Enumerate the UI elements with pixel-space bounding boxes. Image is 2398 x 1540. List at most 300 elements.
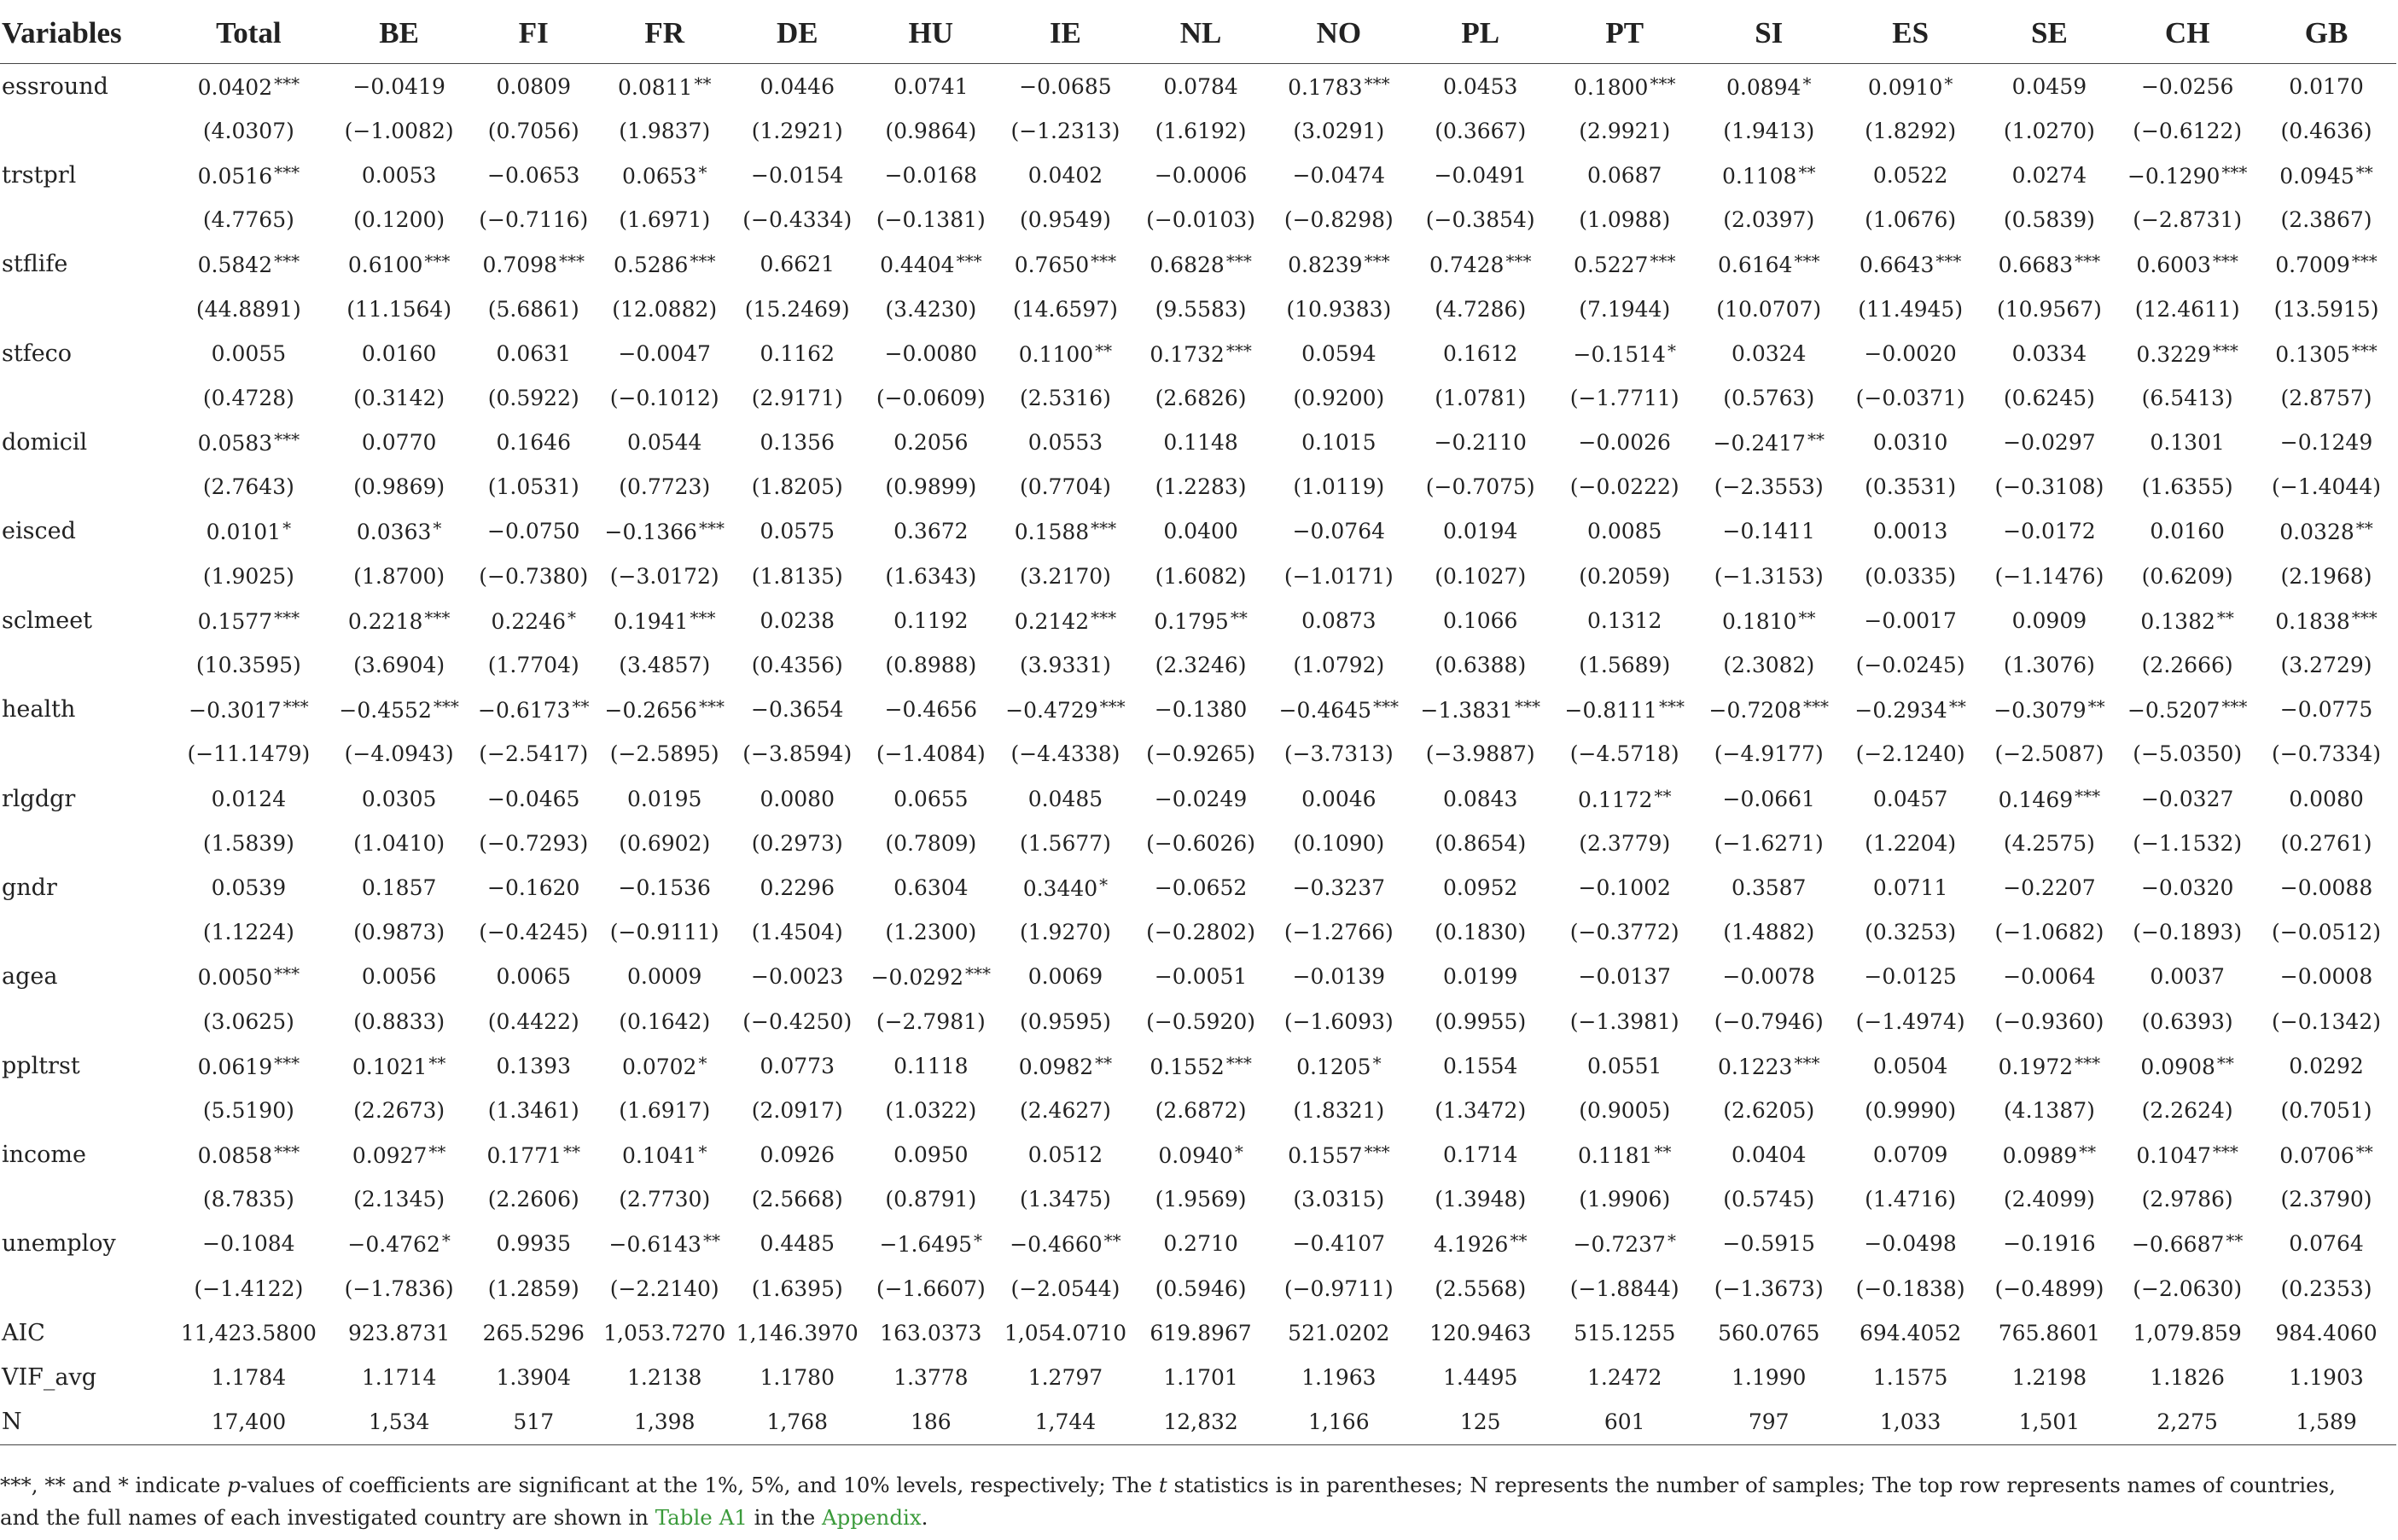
table-cell: (1.2859): [487, 1276, 579, 1301]
table-cell: −0.1536: [618, 875, 711, 900]
coefficient-value: 0.5227: [1573, 253, 1649, 278]
table-cell: (0.1830): [1435, 920, 1527, 945]
table-cell: (0.4728): [202, 385, 294, 410]
table-cell: [2256, 598, 2396, 642]
table-cell: 0.0199: [1442, 964, 1518, 990]
significance-stars: ***: [274, 429, 300, 450]
table-cell: (3.0625): [202, 1008, 294, 1034]
table-cell: (44.8891): [195, 296, 301, 322]
significance-stars: ***: [2221, 161, 2248, 183]
table-cell: (0.7051): [2280, 1097, 2372, 1123]
table-cell: (2.3082): [1723, 653, 1815, 678]
significance-stars: **: [1654, 1142, 1672, 1163]
table-cell: [168, 598, 329, 642]
table-cell: (3.2729): [2280, 653, 2372, 678]
table-cell: (1.9906): [1579, 1187, 1671, 1212]
table-cell: (2.5668): [751, 1187, 843, 1212]
table-cell: (2.1345): [353, 1187, 445, 1212]
table-cell: 0.0553: [1027, 430, 1103, 456]
table-cell: (0.2353): [2280, 1276, 2372, 1301]
table-a1-link[interactable]: Table A1: [655, 1505, 748, 1530]
significance-stars: ***: [433, 696, 459, 718]
table-cell: [2256, 242, 2396, 287]
significance-stars: **: [1798, 607, 1816, 628]
coefficient-value: −0.1514: [1573, 341, 1666, 367]
table-cell: −0.0498: [1864, 1231, 1957, 1257]
coefficient-value: −0.0292: [870, 965, 964, 991]
significance-stars: ***: [274, 73, 300, 94]
table-cell: 1.2797: [1027, 1365, 1103, 1391]
table-cell: (−1.3981): [1569, 1008, 1679, 1034]
table-cell: (−0.7116): [479, 207, 589, 233]
table-cell: 515.1255: [1574, 1320, 1676, 1345]
table-cell: −0.1411: [1722, 519, 1815, 544]
table-cell: (2.7730): [619, 1187, 711, 1212]
table-cell: 0.6304: [893, 875, 969, 900]
table-cell: 0.3587: [1731, 875, 1807, 900]
table-cell: [1409, 688, 1552, 732]
significance-stars: ***: [2075, 1052, 2101, 1073]
table-cell: (−0.1342): [2272, 1008, 2381, 1034]
table-cell: −0.1620: [487, 875, 580, 900]
table-cell: (7.1944): [1579, 296, 1671, 322]
table-cell: −0.0023: [751, 964, 844, 990]
table-cell: −0.0465: [487, 786, 580, 811]
significance-stars: ***: [559, 251, 585, 272]
table-cell: 1.1903: [2289, 1365, 2364, 1391]
coefficient-value: −0.2934: [1854, 698, 1947, 724]
coefficient-value: 0.3229: [2136, 341, 2211, 367]
coefficient-value: 0.1795: [1154, 608, 1229, 634]
table-cell: 560.0765: [1718, 1320, 1820, 1345]
table-cell: 0.1714: [1442, 1142, 1518, 1168]
coefficient-value: 0.0516: [197, 163, 273, 189]
table-cell: 125: [1409, 1400, 1552, 1445]
table-cell: (8.7835): [202, 1187, 294, 1212]
table-cell: −0.0051: [1154, 964, 1248, 990]
coefficient-value: 0.0858: [197, 1143, 273, 1169]
table-cell: 0.1857: [361, 875, 437, 900]
table-cell: (15.2469): [744, 296, 850, 322]
coefficient-value: 0.1941: [613, 608, 689, 634]
table-cell: 0.1066: [1442, 607, 1518, 633]
table-cell: [2256, 509, 2396, 554]
table-cell: −0.0652: [1154, 875, 1248, 900]
table-cell: (−0.5920): [1146, 1008, 1256, 1034]
table-cell: (1.0792): [1293, 653, 1385, 678]
table-cell: −0.0017: [1864, 607, 1957, 633]
significance-stars: ***: [2212, 1142, 2238, 1163]
table-cell: (2.0397): [1723, 207, 1815, 233]
table-cell: [998, 242, 1133, 287]
table-cell: 0.0764: [2289, 1231, 2364, 1257]
table-cell: −0.0047: [618, 340, 711, 366]
table-row: [0, 1310, 2396, 1355]
table-cell: [1552, 776, 1697, 821]
table-cell: (5.6861): [487, 296, 579, 322]
table-cell: 1.4495: [1442, 1365, 1518, 1391]
table-cell: 0.0512: [1027, 1142, 1103, 1168]
coefficient-value: −0.2656: [604, 698, 697, 724]
significance-stars: ***: [1364, 1142, 1390, 1163]
significance-stars: *: [1372, 1052, 1382, 1073]
table-cell: [2118, 1133, 2256, 1177]
table-cell: 0.1646: [496, 430, 571, 456]
significance-stars: ***: [2075, 785, 2101, 806]
significance-stars: **: [2079, 1142, 2097, 1163]
table-cell: 0.1393: [496, 1053, 571, 1078]
table-cell: 1.1575: [1872, 1365, 1948, 1391]
table-cell: 1,054.0710: [1004, 1320, 1126, 1345]
table-cell: (2.3246): [1155, 653, 1247, 678]
footnote-p-italic: p: [227, 1473, 241, 1497]
table-cell: −0.0006: [1154, 162, 1248, 188]
table-cell: 0.0334: [2011, 340, 2087, 366]
table-cell: 0.0238: [760, 607, 835, 633]
table-cell: (4.1387): [2003, 1097, 2095, 1123]
significance-stars: ***: [956, 251, 982, 272]
table-cell: −0.0474: [1292, 162, 1386, 188]
table-cell: −0.0775: [2279, 697, 2373, 723]
table-cell: 0.0809: [496, 73, 571, 99]
significance-stars: **: [2355, 518, 2373, 539]
table-cell: (−2.0544): [1010, 1276, 1120, 1301]
table-cell: −0.0154: [751, 162, 844, 188]
coefficient-value: 0.7098: [482, 253, 557, 278]
significance-stars: **: [563, 1142, 580, 1163]
table-row: [0, 776, 2396, 821]
coefficient-value: 0.1552: [1150, 1054, 1225, 1079]
table-cell: [998, 598, 1133, 642]
coefficient-value: 0.0328: [2279, 520, 2354, 545]
table-cell: 1.1963: [1301, 1365, 1377, 1391]
column-header-pt: PT: [1552, 3, 1697, 64]
table-cell: 0.2296: [760, 875, 835, 900]
table-cell: (2.2624): [2141, 1097, 2233, 1123]
table-row: [0, 1222, 2396, 1266]
table-cell: (−0.1893): [2133, 920, 2243, 945]
coefficient-value: 0.1732: [1150, 341, 1225, 367]
table-cell: (−2.2140): [609, 1276, 719, 1301]
table-cell: [168, 509, 329, 554]
coefficient-value: 0.5842: [197, 253, 273, 278]
table-cell: [1269, 242, 1409, 287]
table-cell: (−1.3153): [1714, 563, 1824, 589]
table-cell: 1.1780: [760, 1365, 835, 1391]
table-cell: (0.9864): [885, 118, 977, 143]
row-label: trstprl: [2, 161, 77, 189]
table-cell: (10.0707): [1716, 296, 1822, 322]
table-cell: [168, 421, 329, 465]
table-cell: [168, 688, 329, 732]
table-cell: [2256, 153, 2396, 197]
table-cell: (0.3667): [1435, 118, 1527, 143]
table-cell: (0.8988): [885, 653, 977, 678]
table-cell: (0.8833): [353, 1008, 445, 1034]
table-cell: (−0.0512): [2272, 920, 2381, 945]
table-cell: (−0.0371): [1855, 385, 1965, 410]
table-cell: 0.0843: [1442, 786, 1518, 811]
table-cell: (−1.1476): [1994, 563, 2104, 589]
table-cell: [1132, 331, 1269, 375]
significance-stars: **: [1510, 1230, 1528, 1252]
table-cell: (1.9569): [1155, 1187, 1247, 1212]
table-cell: (0.9595): [1019, 1008, 1111, 1034]
table-cell: [2256, 331, 2396, 375]
table-cell: 0.6621: [760, 252, 835, 277]
table-cell: 1,398: [598, 1400, 731, 1445]
coefficient-value: 0.1800: [1573, 74, 1649, 100]
coefficient-value: 0.6643: [1859, 253, 1935, 278]
significance-stars: ***: [2075, 251, 2101, 272]
row-label: [0, 999, 168, 1043]
table-cell: −0.0327: [2140, 786, 2234, 811]
table-row: [0, 865, 2396, 909]
row-label: AIC: [2, 1319, 45, 1346]
table-cell: 0.0551: [1586, 1053, 1662, 1078]
table-cell: 0.0085: [1586, 519, 1662, 544]
table-cell: 0.0485: [1027, 786, 1103, 811]
table-cell: (−3.0172): [609, 563, 719, 589]
table-cell: (2.6826): [1155, 385, 1247, 410]
table-cell: (−1.6093): [1283, 1008, 1394, 1034]
table-cell: (−5.0350): [2133, 741, 2243, 767]
table-cell: 0.0310: [1872, 430, 1948, 456]
table-cell: −0.2207: [2003, 875, 2096, 900]
row-label: N: [0, 1400, 168, 1445]
table-row: [0, 1088, 2396, 1132]
row-label: health: [2, 696, 76, 724]
table-cell: 0.0402: [1027, 162, 1103, 188]
coefficient-value: 0.1469: [1998, 787, 2074, 812]
table-cell: (−2.8731): [2133, 207, 2243, 233]
coefficient-value: 0.1783: [1288, 74, 1363, 100]
significance-stars: ***: [1225, 251, 1252, 272]
table-cell: (2.4627): [1019, 1097, 1111, 1123]
table-cell: (2.9786): [2141, 1187, 2233, 1212]
row-label: [0, 465, 168, 509]
significance-stars: *: [433, 518, 442, 539]
coefficient-value: 0.0706: [2279, 1143, 2354, 1169]
coefficient-value: 0.1972: [1998, 1054, 2074, 1079]
table-cell: −0.1002: [1578, 875, 1671, 900]
row-label: domicil: [2, 429, 88, 456]
significance-stars: ***: [274, 607, 300, 628]
table-cell: (1.0531): [487, 474, 579, 500]
table-cell: (1.7704): [487, 653, 579, 678]
table-cell: (−3.9887): [1425, 741, 1535, 767]
table-cell: (3.6904): [353, 653, 445, 678]
table-cell: [998, 688, 1133, 732]
coefficient-value: −0.5207: [2127, 698, 2220, 724]
coefficient-value: 0.1810: [1721, 608, 1797, 634]
table-cell: (0.9869): [353, 474, 445, 500]
table-cell: −0.0764: [1292, 519, 1386, 544]
table-cell: 0.0655: [893, 786, 969, 811]
column-header-gb: GB: [2256, 3, 2396, 64]
coefficient-value: 0.6828: [1150, 253, 1225, 278]
table-cell: (0.9005): [1579, 1097, 1671, 1123]
significance-stars: ***: [690, 607, 716, 628]
table-cell: −0.0008: [2279, 964, 2373, 990]
table-cell: (1.5677): [1019, 830, 1111, 856]
table-row: [0, 999, 2396, 1043]
table-cell: −0.4656: [884, 697, 978, 723]
table-cell: (1.2921): [751, 118, 843, 143]
table-cell: [1269, 1133, 1409, 1177]
table-cell: (0.7056): [487, 118, 579, 143]
table-cell: 984.4060: [2275, 1320, 2378, 1345]
table-cell: (1.3461): [487, 1097, 579, 1123]
table-cell: 601: [1552, 1400, 1697, 1445]
table-cell: (−1.7836): [344, 1276, 454, 1301]
table-cell: 0.0080: [760, 786, 835, 811]
coefficient-value: 0.6100: [347, 253, 423, 278]
table-cell: [598, 1043, 731, 1088]
table-cell: (1.4716): [1865, 1187, 1957, 1212]
row-label: [0, 1088, 168, 1132]
table-cell: (1.8135): [751, 563, 843, 589]
table-cell: 0.0770: [361, 430, 437, 456]
table-cell: −0.0249: [1154, 786, 1248, 811]
table-cell: (1.6971): [619, 207, 711, 233]
table-cell: (−2.0630): [2133, 1276, 2243, 1301]
table-cell: (1.4504): [751, 920, 843, 945]
coefficient-value: 0.1577: [197, 608, 273, 634]
coefficient-value: 0.0402: [197, 74, 273, 100]
row-label: ppltrst: [2, 1052, 80, 1079]
table-row: [0, 1266, 2396, 1310]
table-cell: (−0.6122): [2133, 118, 2243, 143]
table-cell: (1.0676): [1865, 207, 1957, 233]
significance-stars: ***: [282, 696, 309, 718]
table-cell: (−1.0171): [1283, 563, 1394, 589]
significance-stars: ***: [1364, 73, 1390, 94]
table-cell: (0.6388): [1435, 653, 1527, 678]
table-cell: (−0.1012): [609, 385, 719, 410]
table-cell: 1.1714: [361, 1365, 437, 1391]
table-cell: 186: [864, 1400, 998, 1445]
table-cell: (2.6872): [1155, 1097, 1247, 1123]
table-cell: (11.1564): [346, 296, 452, 322]
table-cell: 0.0539: [211, 875, 287, 900]
table-cell: −0.0020: [1864, 340, 1957, 366]
table-cell: (−0.6026): [1146, 830, 1256, 856]
table-cell: 0.0055: [211, 340, 287, 366]
table-cell: (1.9270): [1019, 920, 1111, 945]
significance-stars: ***: [1091, 518, 1117, 539]
table-cell: (0.5763): [1723, 385, 1815, 410]
table-cell: (2.2606): [487, 1187, 579, 1212]
significance-stars: ***: [698, 518, 725, 539]
row-label: [0, 554, 168, 598]
coefficient-value: 0.1305: [2275, 341, 2350, 367]
significance-stars: **: [2216, 1052, 2234, 1073]
table-cell: 0.0195: [626, 786, 702, 811]
table-row: [0, 688, 2396, 732]
table-cell: (−1.4974): [1855, 1008, 1965, 1034]
table-cell: 0.0950: [893, 1142, 969, 1168]
table-cell: [1981, 688, 2119, 732]
table-cell: (−0.1381): [876, 207, 986, 233]
significance-stars: ***: [1514, 696, 1540, 718]
table-cell: (−0.8298): [1283, 207, 1394, 233]
table-cell: (−1.4122): [194, 1276, 304, 1301]
table-cell: (1.2300): [885, 920, 977, 945]
table-row: [0, 821, 2396, 865]
table-cell: [469, 598, 598, 642]
row-label: [0, 732, 168, 776]
table-cell: 521.0202: [1288, 1320, 1390, 1345]
table-cell: [598, 688, 731, 732]
footnote-text: .: [921, 1505, 928, 1530]
significance-stars: **: [1654, 785, 1672, 806]
table-cell: (1.1224): [202, 920, 294, 945]
table-cell: 0.0453: [1442, 73, 1518, 99]
table-cell: (6.5413): [2141, 385, 2233, 410]
table-cell: 0.0457: [1872, 786, 1948, 811]
significance-stars: ***: [2351, 251, 2378, 272]
table-row: [0, 375, 2396, 420]
table-cell: (0.0335): [1865, 563, 1957, 589]
table-cell: (2.3779): [1579, 830, 1671, 856]
significance-stars: *: [1667, 1230, 1676, 1252]
table-cell: [1841, 242, 1981, 287]
significance-stars: **: [2355, 161, 2373, 183]
significance-stars: ***: [274, 1052, 300, 1073]
table-cell: [998, 1043, 1133, 1088]
table-cell: (−1.2766): [1283, 920, 1394, 945]
table-cell: [168, 1043, 329, 1088]
row-label: [0, 287, 168, 331]
row-label: [0, 198, 168, 242]
table-cell: (1.6395): [751, 1276, 843, 1301]
footnote-text: in the: [747, 1505, 822, 1530]
table-cell: [1132, 1043, 1269, 1088]
significance-stars: ***: [965, 963, 992, 985]
coefficient-value: 0.1382: [2140, 608, 2215, 634]
table-cell: (0.1642): [619, 1008, 711, 1034]
table-cell: −0.0491: [1434, 162, 1527, 188]
table-row: [0, 955, 2396, 999]
table-cell: (−0.7380): [479, 563, 589, 589]
table-cell: 0.0170: [2289, 73, 2364, 99]
table-cell: (−0.7075): [1425, 474, 1535, 500]
table-cell: (0.7704): [1019, 474, 1111, 500]
significance-stars: **: [1798, 161, 1816, 183]
table-cell: (0.3142): [353, 385, 445, 410]
table-cell: (−1.0082): [344, 118, 454, 143]
table-cell: (1.8292): [1865, 118, 1957, 143]
table-cell: [1552, 331, 1697, 375]
coefficient-value: 0.1771: [486, 1143, 562, 1169]
table-cell: 0.0741: [893, 73, 969, 99]
table-cell: [329, 1133, 469, 1177]
table-cell: 1,079.859: [2133, 1320, 2242, 1345]
table-cell: (4.0307): [202, 118, 294, 143]
significance-stars: ***: [1650, 73, 1676, 94]
coefficient-value: −0.1366: [604, 520, 697, 545]
table-cell: (0.1200): [353, 207, 445, 233]
coefficient-value: 0.1021: [352, 1054, 428, 1079]
column-header-hu: HU: [864, 3, 998, 64]
appendix-link[interactable]: Appendix: [821, 1505, 922, 1530]
table-row: [0, 910, 2396, 955]
significance-stars: **: [1230, 607, 1248, 628]
coefficient-value: 0.0101: [206, 520, 282, 545]
table-cell: [1409, 242, 1552, 287]
table-cell: (−1.8844): [1569, 1276, 1679, 1301]
